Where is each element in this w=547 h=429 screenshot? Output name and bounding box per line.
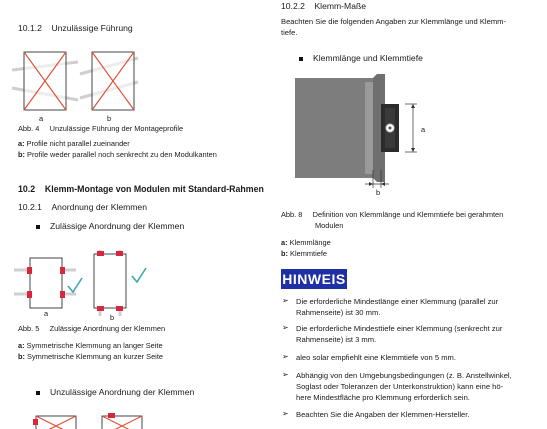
figure-5-legend-b: b: Symmetrische Klemmung an kurzer Seite [18, 352, 163, 361]
check-icon [132, 268, 146, 282]
figure-4-legend-a: a: Profile nicht parallel zueinander [18, 139, 130, 148]
figure-8-legend-b: b: Klemmtiefe [281, 249, 328, 258]
arrow-bullet-icon: ➢ [282, 352, 289, 361]
figure-8-clamp-dimensions [295, 70, 445, 198]
arrow-bullet-icon: ➢ [282, 296, 289, 305]
bullet-square-icon [299, 57, 303, 61]
check-icon [68, 278, 82, 292]
arrow-bullet-icon: ➢ [282, 409, 289, 418]
figure-5-caption: Abb. 5 Zulässige Anordnung der Klemmen [18, 324, 166, 333]
note-item-1: Die erforderliche Mindestlänge einer Klemmung (parallel zur Rahmenseite) ist 30 mm. [296, 297, 499, 317]
bullet-forbidden-clamps: Unzulässige Anordnung der Klemmen [36, 387, 194, 397]
bullet-clamp-dimensions: Klemmlänge und Klemmtiefe [299, 53, 423, 63]
figure-4b-module [80, 52, 138, 110]
note-item-3: aleo solar empfiehlt eine Klemmtiefe von 5 mm. [296, 353, 456, 362]
arrow-bullet-icon: ➢ [282, 370, 289, 379]
figure-5-allowed-clamps [14, 248, 154, 318]
section-heading-10-2-1: 10.2.1 Anordnung der Klemmen [18, 202, 147, 212]
figure-8-label-a: a [421, 125, 426, 134]
figure-5a-module [14, 258, 82, 308]
figure-5b-label: b [110, 313, 115, 322]
notice-badge: HINWEIS [282, 271, 346, 287]
figure-6-forbidden-clamps-partial [30, 410, 150, 429]
section-heading-10-1-2: 10.1.2 Unzulässige Führung [18, 23, 133, 33]
note-item-2: Die erforderliche Mindesttiefe einer Klemmung (senkrecht zur Rahmenseite) ist 3 mm. [296, 324, 503, 344]
figure-8-caption: Abb. 8 Definition von Klemmlänge und Klemmtiefe bei gerahmten [281, 210, 504, 219]
bullet-square-icon [36, 225, 40, 229]
figure-8-legend-a: a: Klemmlänge [281, 238, 331, 247]
figure-4b-label: b [107, 114, 112, 123]
bullet-allowed-clamps: Zulässige Anordnung der Klemmen [36, 221, 184, 231]
figure-5-legend-a: a: Symmetrische Klemmung an langer Seite [18, 341, 163, 350]
figure-5b-module [94, 250, 146, 316]
figure-4a-label: a [39, 114, 44, 123]
intro-paragraph: Beachten Sie die folgenden Angaben zur Klemmlänge und Klemm- tiefe. [281, 17, 507, 37]
figure-4-caption: Abb. 4 Unzulässige Führung der Montageprofile [18, 124, 184, 133]
figure-5a-label: a [44, 309, 49, 318]
note-item-5: Beachten Sie die Angaben der Klemmen-Hersteller. [296, 410, 470, 419]
section-heading-10-2-2: 10.2.2 Klemm-Maße [281, 1, 367, 11]
note-item-4: Abhängig von den Umgebungsbedingungen (z. B. Anstellwinkel, Soglast oder Toleranzen der Unterkonstruktion) kann eine hö- here Mindestfläche pro Klemmung erforderlich sein. [296, 371, 512, 402]
figure-4a-module [12, 52, 78, 110]
bullet-square-icon [36, 391, 40, 395]
figure-4-forbidden-guidance [10, 48, 140, 118]
figure-8-label-b: b [376, 188, 381, 197]
figure-8-caption-cont: Modulen [315, 221, 344, 230]
section-heading-10-2: 10.2 Klemm-Montage von Modulen mit Standard-Rahmen [18, 184, 264, 194]
arrow-bullet-icon: ➢ [282, 323, 289, 332]
figure-4-legend-b: b: Profile weder parallel noch senkrecht zu den Modulkanten [18, 150, 217, 159]
